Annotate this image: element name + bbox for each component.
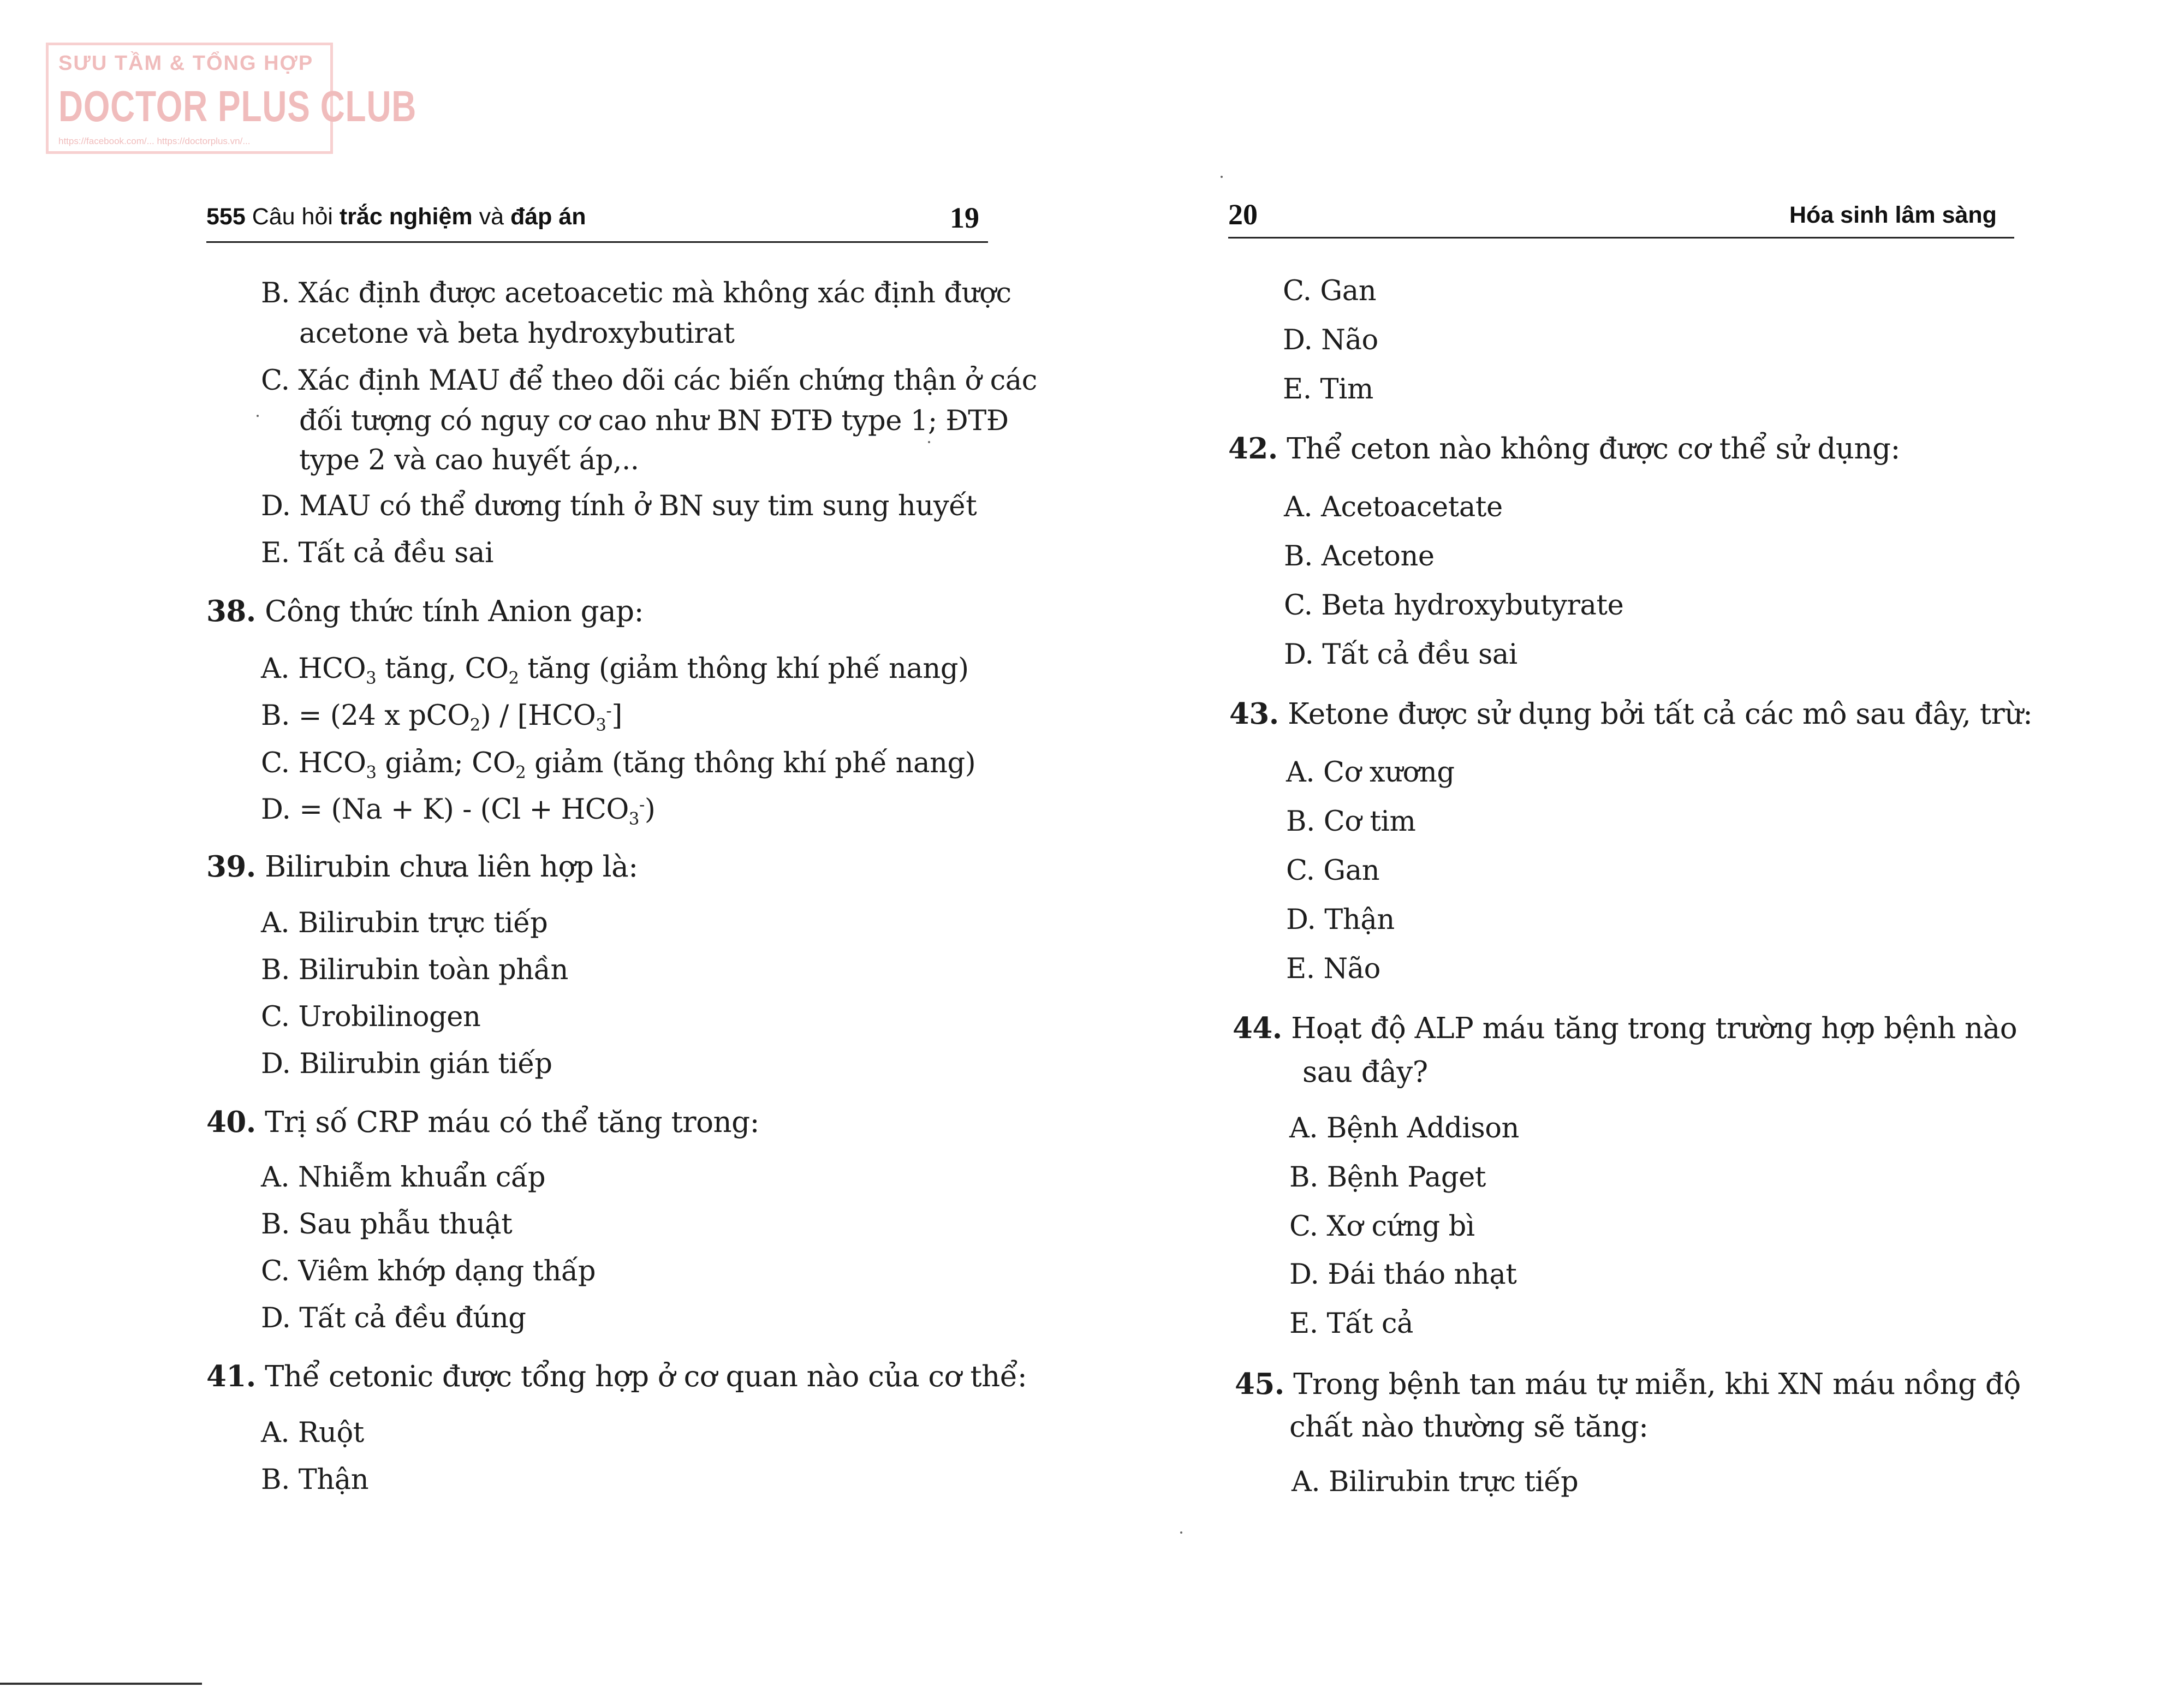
q37-option-c-line1: C. Xác định MAU để theo dõi các biến chứng thận ở các xyxy=(261,365,1037,397)
q38-option-c: C. $HCO_3$ giảm; $CO_2$ giảm (tăng thông khí phế nang) xyxy=(261,747,976,783)
q43-option-d: D. Thận xyxy=(1286,904,1395,936)
q37-option-c-line3: type 2 và cao huyết áp,.. xyxy=(299,444,639,476)
q43-option-a: A. Cơ xương xyxy=(1286,756,1455,789)
q41-option-d: D. Não xyxy=(1283,324,1378,356)
q44-option-a: A. Bệnh Addison xyxy=(1289,1112,1519,1144)
right-page-number: 20 xyxy=(1228,198,1258,231)
q42-option-c: C. Beta hydroxybutyrate xyxy=(1284,589,1624,622)
watermark-line-1: SƯU TẦM & TỔNG HỢP xyxy=(58,52,314,75)
q41-option-c: C. Gan xyxy=(1283,275,1377,307)
q38-option-d: D. = $(Na + K) - (Cl + HCO_3^-)$ xyxy=(261,794,656,829)
question-44: 44. Hoạt độ ALP máu tăng trong trường hợp bệnh nào xyxy=(1233,1011,2018,1045)
right-running-header: Hóa sinh lâm sàng xyxy=(1789,202,1997,228)
q41-option-b: B. Thận xyxy=(261,1464,369,1496)
q38-option-b: B. = (24 x $pCO_2) / [HCO_3^-]$ xyxy=(261,700,622,735)
q37-option-b-line2: acetone và beta hydroxybutirat xyxy=(299,318,735,350)
q42-option-a: A. Acetoacetate xyxy=(1284,491,1503,523)
q44-option-b: B. Bệnh Paget xyxy=(1289,1161,1486,1194)
question-38: 38. Công thức tính Anion gap: xyxy=(206,594,644,628)
question-43: 43. Ketone được sử dụng bởi tất cả các mô sau đây, trừ: xyxy=(1229,697,2033,731)
q43-option-c: C. Gan xyxy=(1286,855,1380,887)
watermark-url: https://facebook.com/... https://doctorplus.vn/... xyxy=(58,136,251,146)
scan-speck xyxy=(1221,176,1223,178)
q37-option-c-line2: đối tượng có nguy cơ cao như BN ĐTĐ type 1; ĐTĐ xyxy=(299,405,1009,437)
question-39: 39. Bilirubin chưa liên hợp là: xyxy=(206,850,638,884)
q40-option-c: C. Viêm khớp dạng thấp xyxy=(261,1255,596,1287)
q42-option-d: D. Tất cả đều sai xyxy=(1284,639,1518,671)
left-page-number: 19 xyxy=(950,201,979,234)
q37-option-e: E. Tất cả đều sai xyxy=(261,537,493,569)
q39-option-b: B. Bilirubin toàn phần xyxy=(261,954,569,986)
q43-option-e: E. Não xyxy=(1286,953,1380,985)
q40-option-a: A. Nhiễm khuẩn cấp xyxy=(261,1161,546,1194)
q39-option-a: A. Bilirubin trực tiếp xyxy=(261,907,548,939)
scan-speck xyxy=(928,441,930,443)
scan-speck xyxy=(1180,1531,1182,1534)
question-41: 41. Thể cetonic được tổng hợp ở cơ quan nào của cơ thể: xyxy=(206,1360,1027,1393)
page-edge-shadow xyxy=(0,1683,202,1685)
q41-option-e: E. Tim xyxy=(1283,373,1373,406)
q45-option-a: A. Bilirubin trực tiếp xyxy=(1292,1466,1579,1498)
q40-option-d: D. Tất cả đều đúng xyxy=(261,1302,526,1334)
q42-option-b: B. Acetone xyxy=(1284,540,1435,573)
right-header-rule xyxy=(1228,237,2014,239)
watermark-stamp xyxy=(46,43,417,154)
question-45-line2: chất nào thường sẽ tăng: xyxy=(1289,1410,1649,1444)
q37-option-d: D. MAU có thể dương tính ở BN suy tim sung huyết xyxy=(261,490,977,522)
question-42: 42. Thể ceton nào không được cơ thể sử dụng: xyxy=(1228,432,1900,466)
left-header-rule xyxy=(206,241,988,243)
watermark-line-2: DOCTOR PLUS CLUB xyxy=(58,82,417,130)
q38-option-a: A. $HCO_3$ tăng, $CO_2$ tăng (giảm thông khí phế nang) xyxy=(261,653,969,688)
q43-option-b: B. Cơ tim xyxy=(1286,806,1416,838)
left-running-header: 555 Câu hỏi trắc nghiệm và đáp án xyxy=(206,204,586,230)
question-40: 40. Trị số CRP máu có thể tăng trong: xyxy=(206,1105,759,1139)
q40-option-b: B. Sau phẫu thuật xyxy=(261,1208,513,1241)
q39-option-d: D. Bilirubin gián tiếp xyxy=(261,1048,552,1080)
q44-option-e: E. Tất cả xyxy=(1289,1308,1413,1340)
q39-option-c: C. Urobilinogen xyxy=(261,1001,481,1033)
q44-option-c: C. Xơ cứng bì xyxy=(1289,1211,1475,1243)
question-45: 45. Trong bệnh tan máu tự miễn, khi XN máu nồng độ xyxy=(1235,1367,2021,1401)
q44-option-d: D. Đái tháo nhạt xyxy=(1289,1259,1517,1291)
q37-option-b-line1: B. Xác định được acetoacetic mà không xác định được xyxy=(261,277,1011,309)
q41-option-a: A. Ruột xyxy=(261,1417,364,1449)
question-44-line2: sau đây? xyxy=(1302,1056,1428,1089)
scan-speck xyxy=(257,415,259,417)
